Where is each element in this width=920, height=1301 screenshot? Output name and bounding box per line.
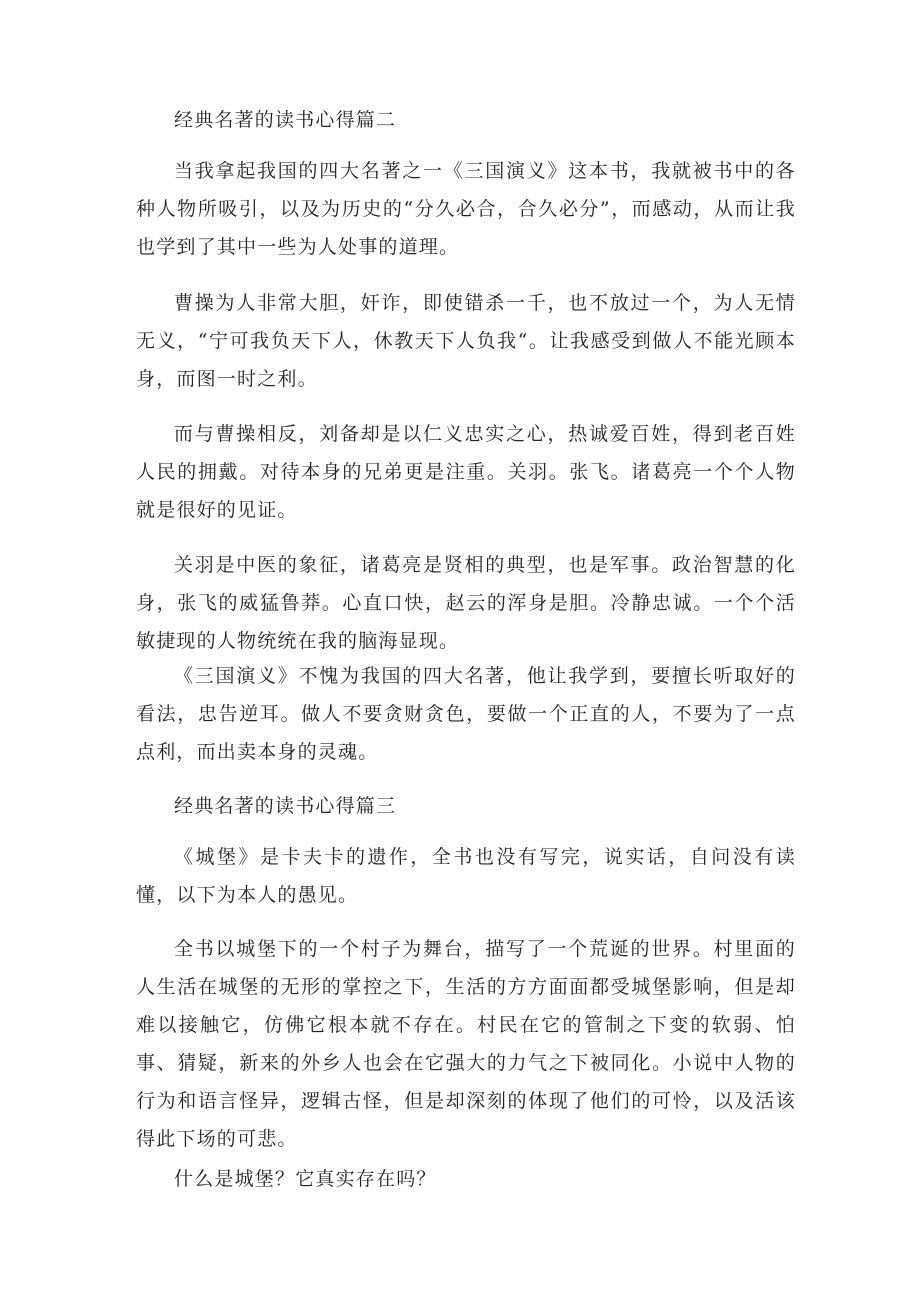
paragraph: 《城堡》是卡夫卡的遗作，全书也没有写完，说实话，自问没有读懂，以下为本人的愚见。 bbox=[136, 846, 796, 906]
paragraph: 曹操为人非常大胆，奸诈，即使错杀一千，也不放过一个，为人无情无义，“宁可我负天下人，休教天下人负我“。让我感受到做人不能光顾本身，而图一时之利。 bbox=[136, 292, 796, 390]
paragraph: 而与曹操相反，刘备却是以仁义忠实之心，热诚爱百姓，得到老百姓人民的拥戴。对待本身的兄弟更是注重。关羽。张飞。诸葛亮一个个人物就是很好的见证。 bbox=[136, 423, 796, 521]
paragraph: 《三国演义》不愧为我国的四大名著，他让我学到，要擅长听取好的看法，忠告逆耳。做人不要贪财贪色，要做一个正直的人，不要为了一点点利，而出卖本身的灵魂。 bbox=[136, 665, 796, 763]
section-heading-part-three: 经典名著的读书心得篇三 bbox=[174, 795, 397, 817]
paragraph: 关羽是中医的象征，诸葛亮是贤相的典型，也是军事。政治智慧的化身，张飞的威猛鲁莽。心直口快，赵云的浑身是胆。冷静忠诚。一个个活敏捷现的人物统统在我的脑海显现。 bbox=[136, 554, 796, 652]
paragraph: 当我拿起我国的四大名著之一《三国演义》这本书，我就被书中的各种人物所吸引，以及为历史的“分久必合，合久必分”，而感动，从而让我也学到了其中一些为人处事的道理。 bbox=[136, 160, 796, 258]
paragraph: 全书以城堡下的一个村子为舞台，描写了一个荒诞的世界。村里面的人生活在城堡的无形的掌控之下，生活的方方面面都受城堡影响，但是却难以接触它，仿佛它根本就不存在。村民在它的管制之下变的软弱、怕事、猜疑，新来的外乡人也会在它强大的力气之下被同化。小说中人物的行为和语言怪异，逻辑古怪，但是却深刻的体现了他们的可怜，以及活该得此下场的可悲。 bbox=[136, 938, 796, 1150]
paragraph: 什么是城堡？它真实存在吗？ bbox=[174, 1168, 437, 1190]
section-heading-part-two: 经典名著的读书心得篇二 bbox=[174, 109, 397, 131]
